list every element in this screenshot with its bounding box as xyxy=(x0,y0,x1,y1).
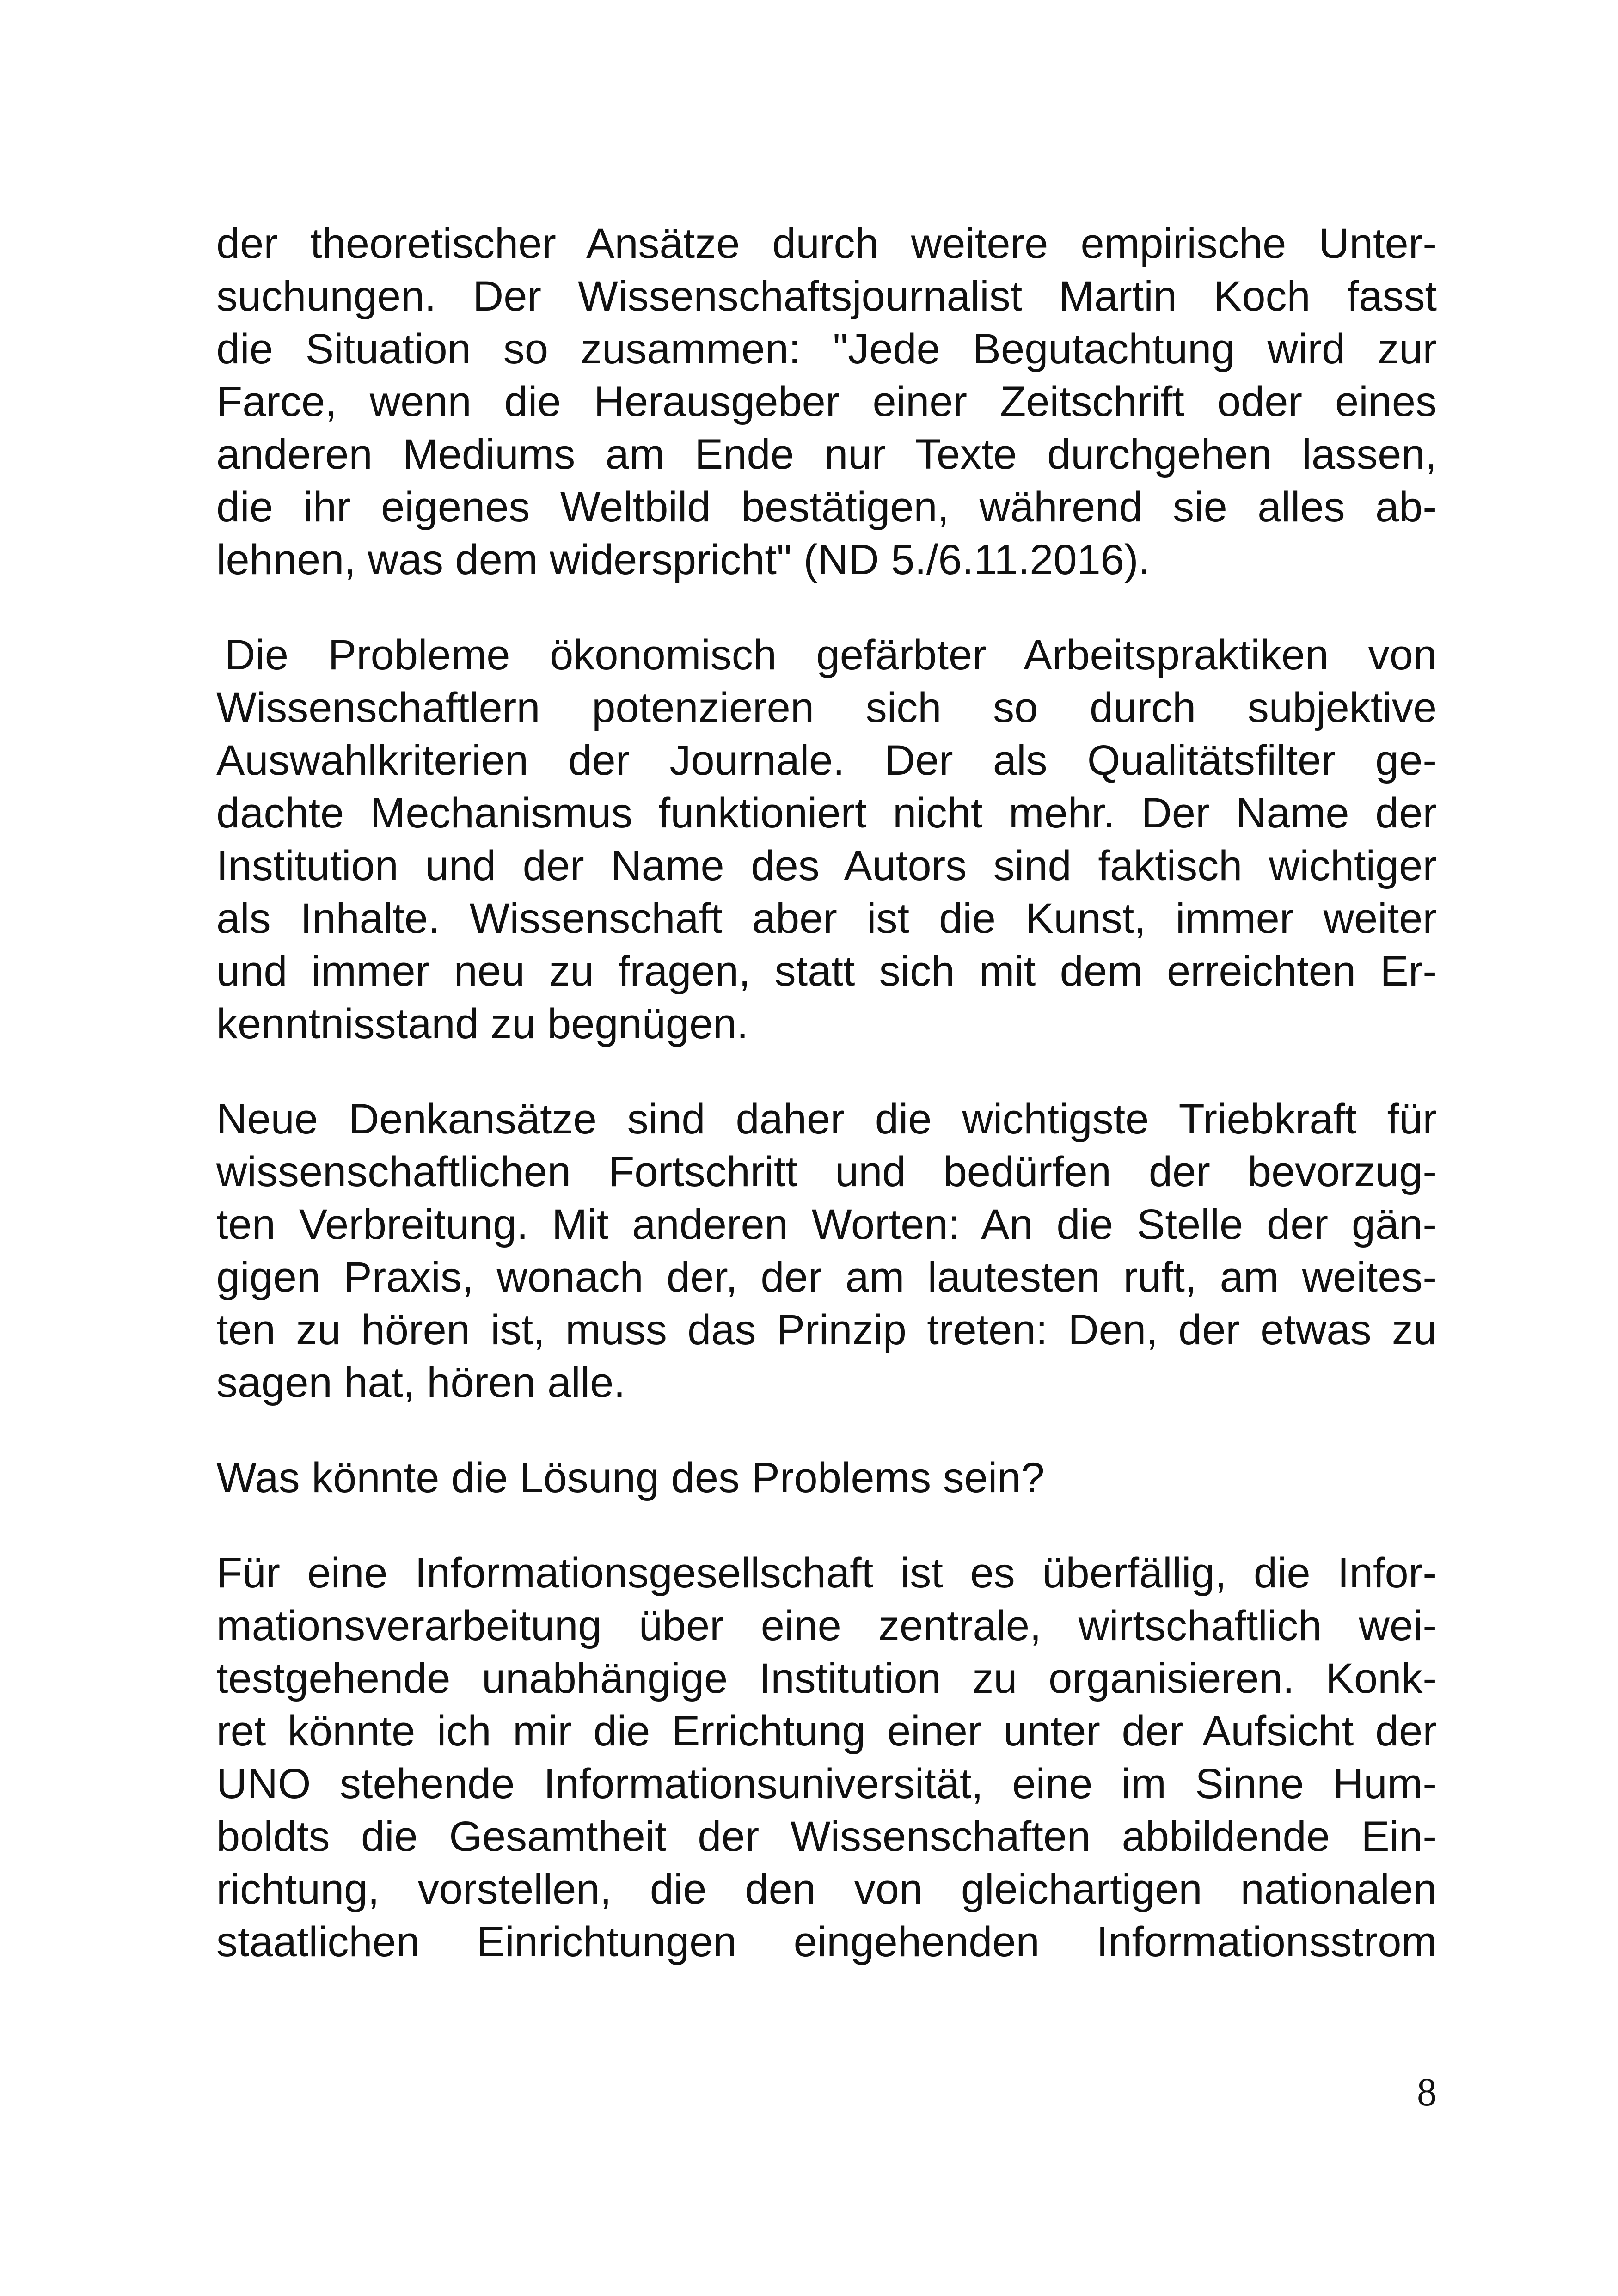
text-line: UNO stehende Informationsuniversität, eine im Sinne Hum- xyxy=(216,1760,1437,1807)
text-line: wissenschaftlichen Fortschritt und bedürfen der bevorzug- xyxy=(216,1148,1437,1195)
body-text xyxy=(216,217,1437,2011)
text-line: staatlichen Einrichtungen eingehenden Informationsstrom xyxy=(216,1918,1437,1965)
text-line: als Inhalte. Wissenschaft aber ist die Kunst, immer weiter xyxy=(216,895,1437,942)
text-line: Auswahlkriterien der Journale. Der als Qualitätsfilter ge- xyxy=(216,737,1437,784)
text-line: ten Verbreitung. Mit anderen Worten: An die Stelle der gän- xyxy=(216,1201,1437,1248)
text-line: Für eine Informationsgesellschaft ist es überfällig, die Infor- xyxy=(216,1549,1437,1597)
text-line: Neue Denkansätze sind daher die wichtigste Triebkraft für xyxy=(216,1096,1437,1143)
page-number: 8 xyxy=(1417,2069,1437,2114)
text-line: Institution und der Name des Autors sind faktisch wichtiger xyxy=(216,842,1437,889)
text-line: ret könnte ich mir die Errichtung einer unter der Aufsicht der xyxy=(216,1708,1437,1755)
text-line: Farce, wenn die Herausgeber einer Zeitschrift oder eines xyxy=(216,378,1437,425)
text-line: testgehende unabhängige Institution zu organisieren. Konk- xyxy=(216,1655,1437,1702)
text-line: lehnen, was dem widerspricht" (ND 5./6.11.2016). xyxy=(216,536,1151,583)
text-line: gigen Praxis, wonach der, der am lautesten ruft, am weites- xyxy=(216,1254,1437,1301)
paragraph-2 xyxy=(216,629,1437,1050)
text-line: suchungen. Der Wissenschaftsjournalist Martin Koch fasst xyxy=(216,273,1437,320)
paragraph-1 xyxy=(216,217,1437,586)
text-line: Wissenschaftlern potenzieren sich so durch subjektive xyxy=(216,684,1437,731)
text-line: Die Probleme ökonomisch gefärbter Arbeitspraktiken von xyxy=(225,631,1437,679)
text-line: Was könnte die Lösung des Problems sein? xyxy=(216,1454,1045,1501)
text-line: sagen hat, hören alle. xyxy=(216,1359,625,1406)
paragraph-4 xyxy=(216,1451,1437,1504)
text-line: boldts die Gesamtheit der Wissenschaften abbildende Ein- xyxy=(216,1813,1437,1860)
text-line: dachte Mechanismus funktioniert nicht mehr. Der Name der xyxy=(216,790,1437,837)
text-line: und immer neu zu fragen, statt sich mit dem erreichten Er- xyxy=(216,948,1437,995)
text-line: die ihr eigenes Weltbild bestätigen, während sie alles ab- xyxy=(216,484,1437,531)
text-line: kenntnisstand zu begnügen. xyxy=(216,1000,748,1047)
text-line: richtung, vorstellen, die den von gleichartigen nationalen xyxy=(216,1866,1437,1913)
text-line: mationsverarbeitung über eine zentrale, wirtschaftlich wei- xyxy=(216,1602,1437,1649)
text-line: die Situation so zusammen: "Jede Begutachtung wird zur xyxy=(216,325,1437,373)
text-line: ten zu hören ist, muss das Prinzip treten: Den, der etwas zu xyxy=(216,1306,1437,1353)
paragraph-5 xyxy=(216,1547,1437,1968)
text-line: der theoretischer Ansätze durch weitere empirische Unter- xyxy=(216,220,1437,267)
paragraph-3 xyxy=(216,1093,1437,1409)
text-line: anderen Mediums am Ende nur Texte durchgehen lassen, xyxy=(216,431,1437,478)
